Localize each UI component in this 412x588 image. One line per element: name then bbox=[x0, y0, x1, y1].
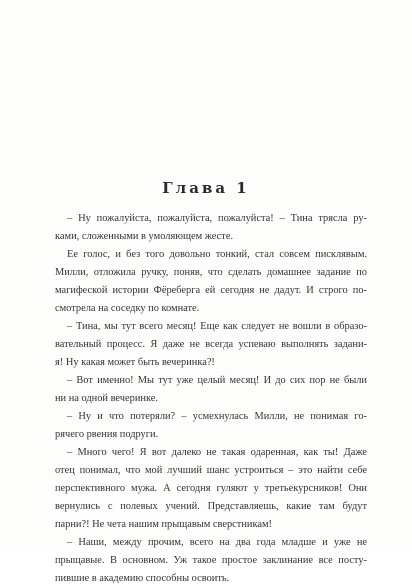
text-line: я! Ну какая может быть вечеринка?! bbox=[55, 357, 215, 368]
text-line: – Тина, мы тут всего месяц! Еще как следует не вошли в образо- bbox=[67, 321, 367, 332]
text-line: магифеской истории Фёреберга ей сегодня не дадут. И строго по- bbox=[55, 285, 367, 296]
text-line: вернулись с полевых учений. Представляешь, какие там будут bbox=[55, 501, 367, 512]
text-line: парни?! Не чета нашим прыщавым сверстникам! bbox=[55, 519, 272, 530]
text-line: смотрела на соседку по комнате. bbox=[55, 303, 200, 314]
text-line: – Много чего! Я вот далеко не такая одаренная, как ты! Даже bbox=[67, 447, 367, 458]
text-line: ками, сложенными в умоляющем жесте. bbox=[55, 231, 234, 242]
text-line: прыщавые. В основном. Уж такое простое заклинание все посту- bbox=[55, 555, 367, 566]
chapter-text bbox=[55, 210, 367, 588]
text-line: – Вот именно! Мы тут уже целый месяц! И до сих пор не были bbox=[67, 375, 367, 386]
text-line: – Наши, между прочим, всего на два года младше и уже не bbox=[67, 537, 367, 548]
text-line: – Ну пожалуйста, пожалуйста, пожалуйста! – Тина трясла ру- bbox=[67, 213, 367, 224]
text-line: ни на одной вечеринке. bbox=[55, 393, 158, 404]
text-line: Ее голос, и без того довольно тонкий, стал совсем писклявым. bbox=[67, 249, 367, 260]
text-line: отец понимал, что мой лучший шанс устроиться – это найти себе bbox=[55, 465, 367, 476]
text-line: – Ну и что потеряли? – усмехнулась Милли, не понимая го- bbox=[67, 411, 367, 422]
chapter-heading: Глава 1 bbox=[162, 179, 250, 197]
text-line: перспективного мужа. А сегодня гуляют у третьекурсников! Они bbox=[55, 483, 367, 494]
text-line: пившие в академию способны освоить. bbox=[55, 573, 230, 584]
text-line: вательный процесс. Я даже не всегда успеваю выполнять задани- bbox=[55, 339, 367, 350]
text-line: рячего рвения подруги. bbox=[55, 429, 159, 440]
text-line: Милли, отложила ручку, поняв, что сделать домашнее задание по bbox=[55, 267, 367, 278]
